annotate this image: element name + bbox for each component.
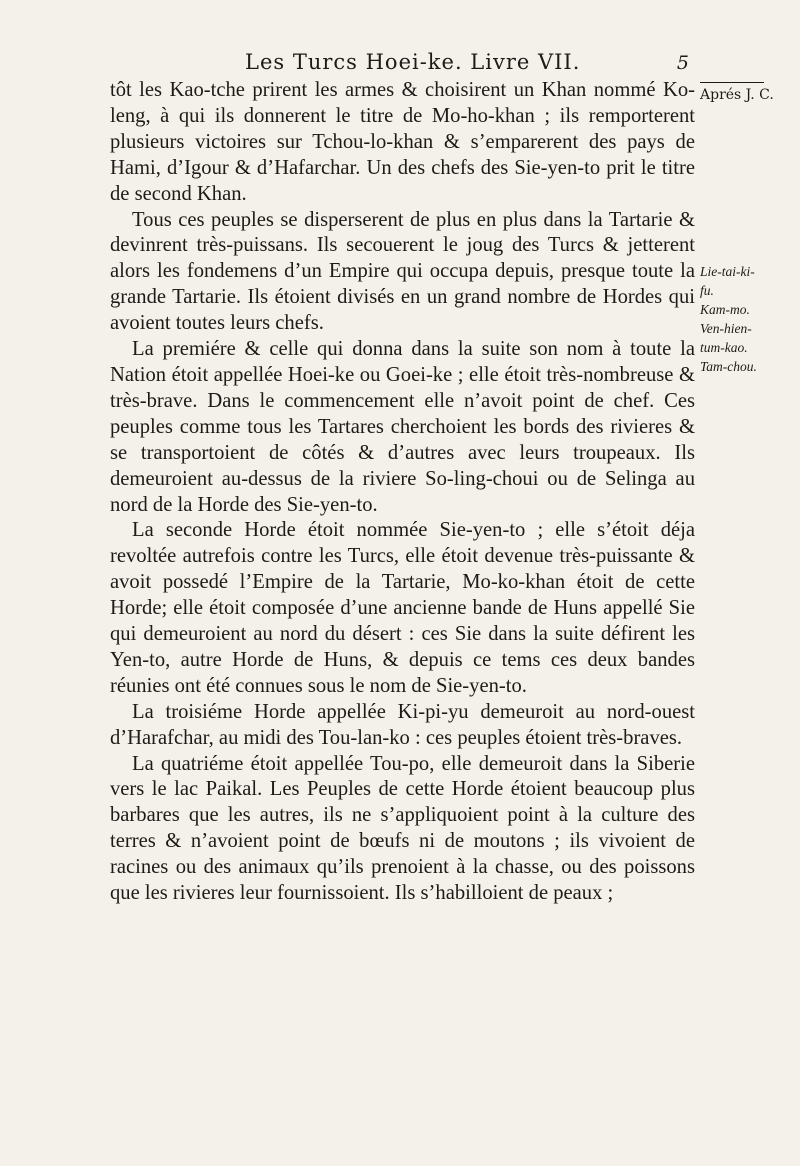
margin-era-label: Aprés J. C. xyxy=(700,87,774,103)
paragraph: tôt les Kao-tche prirent les armes & choisirent un Khan nommé Ko-leng, à qui ils donnerent le titre de Mo-ho-khan ; ils remporterent plusieurs victoires sur Tchou-lo-khan & s’emparerent des pays de Hami, d’Igour & d’Hafarchar. Un des chefs des Sie-yen-to prit le titre de second Khan. xyxy=(110,79,695,205)
paragraph: La premiére & celle qui donna dans la suite son nom à toute la Nation étoit appellée Hoei-ke ou Goei-ke ; elle étoit très-nombreuse & très-brave. Dans le commencement elle n’avoit point de chef. Ces peuples comme tous les Tartares cherchoient les bords des rivieres & se transportoient de côtés & d’autres avec leurs troupeaux. Ils demeuroient au-dessus de la riviere So-ling-choui ou de Selinga au nord de la Horde des Sie-yen-to. xyxy=(110,338,695,516)
running-title: Les Turcs Hoei-ke. Livre VII. xyxy=(245,50,581,74)
margin-name: Tam-chou. xyxy=(700,359,757,374)
margin-name: Ven-hien- xyxy=(700,321,752,336)
margin-name: fu. xyxy=(700,283,714,298)
paragraph: La seconde Horde étoit nommée Sie-yen-to ; elle s’étoit déja revoltée autrefois contre les Turcs, elle étoit devenue très-puissante & avoit possedé l’Empire de la Tartarie, Mo-ko-khan étoit de cette Horde; elle étoit composée d’une ancienne bande de Huns appellé Sie qui demeuroient au nord du désert : ces Sie dans la suite défirent les Yen-to, autre Horde de Huns, & depuis ce tems ces deux bandes réunies ont été connues sous le nom de Sie-yen-to. xyxy=(110,519,695,697)
margin-note-names xyxy=(700,262,795,376)
paragraph: Tous ces peuples se disperserent de plus en plus dans la Tartarie & devinrent très-puissans. Ils secouerent le joug des Turcs & jetterent alors les fondemens d’un Empire qui occupa depuis, presque toute la grande Tartarie. Ils étoient divisés en un grand nombre de Hordes qui avoient toutes leurs chefs. xyxy=(110,208,695,335)
margin-name: tum-kao. xyxy=(700,340,748,355)
page-number: 5 xyxy=(676,52,690,74)
paragraph: La quatriéme étoit appellée Tou-po, elle demeuroit dans la Siberie vers le lac Paikal. Les Peuples de cette Horde étoient beaucoup plus barbares que les autres, ils ne s’appliquoient point à la culture des terres & n’avoient point de bœufs ni de moutons ; ils vivoient de racines ou des animaux qu’ils prenoient à la chasse, ou des poissons que les rivieres leur fournissoient. Ils s’habilloient de peaux ; xyxy=(110,752,695,905)
margin-rule xyxy=(700,82,764,83)
margin-note-era xyxy=(700,82,795,103)
running-header xyxy=(110,50,690,74)
body-text xyxy=(110,78,695,907)
margin-name: Lie-tai-ki- xyxy=(700,264,755,279)
paragraph: La troisiéme Horde appellée Ki-pi-yu demeuroit au nord-ouest d’Harafchar, au midi des Tou-lan-ko : ces peuples étoient très-braves. xyxy=(110,700,695,749)
margin-name: Kam-mo. xyxy=(700,302,750,317)
